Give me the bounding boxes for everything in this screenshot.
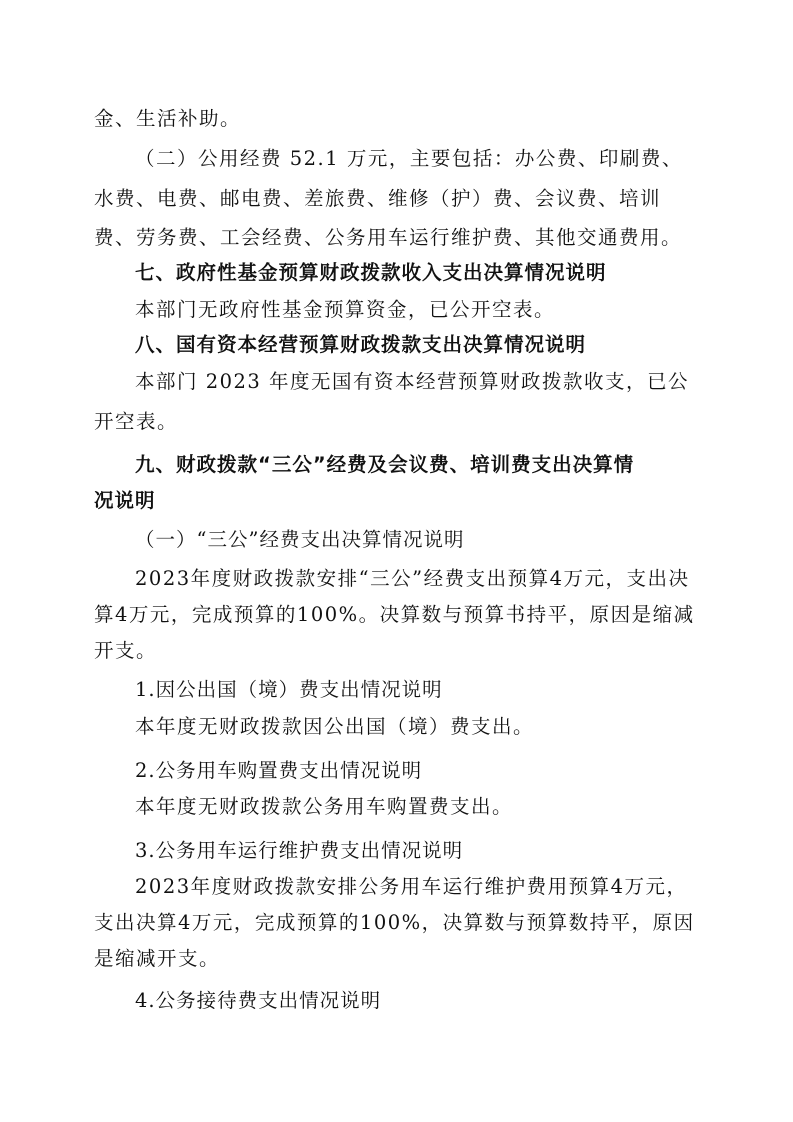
section-heading-7: 七、政府性基金预算财政拨款收入支出决算情况说明 bbox=[135, 261, 607, 284]
section-heading-9: 九、财政拨款“三公”经费及会议费、培训费支出决算情 bbox=[135, 453, 635, 476]
paragraph-line: 2023年度财政拨款安排“三公”经费支出预算4万元，支出决 bbox=[135, 567, 690, 590]
paragraph-line: 开支。 bbox=[94, 639, 158, 662]
paragraph-line: 本年度无财政拨款因公出国（境）费支出。 bbox=[135, 715, 535, 738]
paragraph-line: 本部门 2023 年度无国有资本经营预算财政拨款收支，已公 bbox=[135, 370, 690, 393]
paragraph-line: 支出决算4万元，完成预算的100%，决算数与预算数持平，原因 bbox=[94, 911, 695, 934]
paragraph-line: 开空表。 bbox=[94, 410, 179, 433]
paragraph-line: （二）公用经费 52.1 万元，主要包括：办公费、印刷费、 bbox=[135, 147, 683, 170]
paragraph-line: 本年度无财政拨款公务用车购置费支出。 bbox=[135, 795, 514, 818]
item-heading-2: 2.公务用车购置费支出情况说明 bbox=[135, 759, 423, 782]
subsection-heading: （一）“三公”经费支出决算情况说明 bbox=[135, 528, 465, 551]
paragraph-line: 本部门无政府性基金预算资金，已公开空表。 bbox=[135, 298, 556, 321]
item-heading-3: 3.公务用车运行维护费支出情况说明 bbox=[135, 839, 464, 862]
section-heading-9-cont: 况说明 bbox=[94, 489, 156, 512]
paragraph-line: 是缩减开支。 bbox=[94, 947, 221, 970]
paragraph-line: 金、生活补助。 bbox=[94, 107, 242, 130]
item-heading-1: 1.因公出国（境）费支出情况说明 bbox=[135, 678, 443, 701]
paragraph-line: 费、劳务费、工会经费、公务用车运行维护费、其他交通费用。 bbox=[94, 226, 683, 249]
paragraph-line: 算4万元，完成预算的100%。决算数与预算书持平，原因是缩减 bbox=[94, 603, 695, 626]
section-heading-8: 八、国有资本经营预算财政拨款支出决算情况说明 bbox=[135, 333, 587, 356]
paragraph-line: 水费、电费、邮电费、差旅费、维修（护）费、会议费、培训 bbox=[94, 187, 662, 210]
paragraph-line: 2023年度财政拨款安排公务用车运行维护费用预算4万元， bbox=[135, 875, 688, 898]
item-heading-4: 4.公务接待费支出情况说明 bbox=[135, 989, 382, 1012]
